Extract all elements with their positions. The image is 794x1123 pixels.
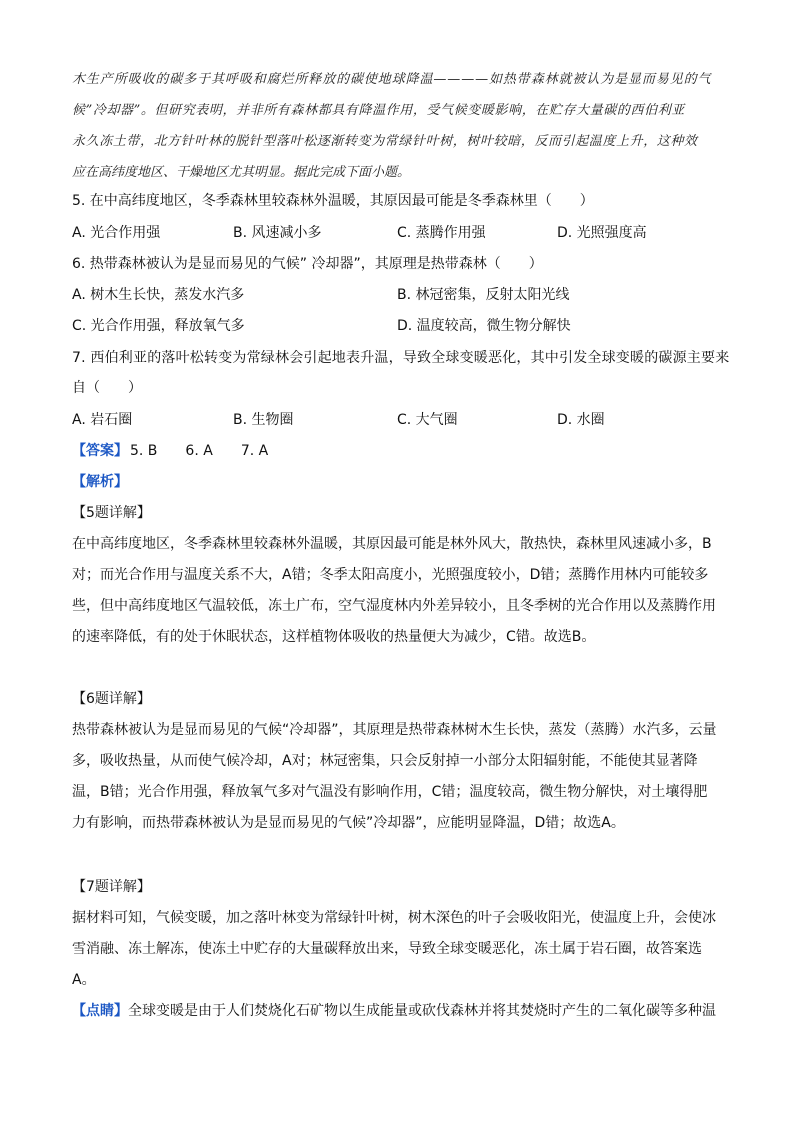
detail-5-heading: 【5题详解】 [72,505,151,521]
detail-5-paragraph [72,529,722,653]
question-7-stem-line: 自（ ） [72,380,142,396]
detail-5-line: 对；而光合作用与温度关系不大，A错；冬季太阳高度小，光照强度较小，D错；蒸腾作用林内可能较多 [72,567,709,583]
question-7-option-d: D. 水圈 [557,412,605,428]
detail-6-paragraph [72,715,722,839]
detail-5-line: 些，但中高纬度地区气温较低，冻土广布，空气湿度林内外差异较小，且冬季树的光合作用以及蒸腾作用 [72,598,716,614]
answer-label: 【答案】 [72,443,128,459]
question-5-option-b: B. 风速减小多 [233,225,322,241]
question-6-option-c: C. 光合作用强，释放氧气多 [72,318,245,334]
point-line [72,996,716,1026]
point-label: 【点睛】 [72,1003,128,1019]
question-7-option-c: C. 大气圈 [397,412,458,428]
question-7-stem-line: 7. 西伯利亚的落叶松转变为常绿林会引起地表升温，导致全球变暖恶化，其中引发全球变暖的碳源主要来 [72,350,730,366]
point-text: 全球变暖是由于人们焚烧化石矿物以生成能量或砍伐森林并将其焚烧时产生的二氧化碳等多种温 [128,1003,716,1019]
question-7-option-b: B. 生物圈 [233,412,294,428]
detail-6-line: 力有影响，而热带森林被认为是显而易见的气候”冷却器”，应能明显降温，D错；故选A。 [72,815,625,831]
question-7-option-a: A. 岩石圈 [72,412,133,428]
detail-5-line: 的速率降低，有的处于休眠状态，这样植物体吸收的热量便大为减少，C错。故选B。 [72,629,596,645]
answer-7: 7. A [240,443,269,459]
answer-6: 6. A [185,443,213,459]
detail-6-line: 多，吸收热量，从而使气候冷却，A对；林冠密集，只会反射掉一小部分太阳辐射能，不能使其显著降 [72,753,698,769]
answer-line [72,436,296,466]
question-5-option-a: A. 光合作用强 [72,225,161,241]
detail-7-paragraph [72,903,722,996]
reading-passage [72,64,722,188]
detail-6-line: 温，B错；光合作用强，释放氧气多对气温没有影响作用，C错；温度较高，微生物分解快，对土壤得肥 [72,784,708,800]
question-6-option-d: D. 温度较高，微生物分解快 [397,318,571,334]
detail-7-line: 据材料可知，气候变暖，加之落叶林变为常绿针叶树，树木深色的叶子会吸收阳光，使温度上升，会使冰 [72,910,716,926]
question-5-option-d: D. 光照强度高 [557,225,647,241]
answer-5: 5. B [130,443,158,459]
passage-line: 木生产所吸收的碳多于其呼吸和腐烂所释放的碳使地球降温————如热带森林就被认为是显而易见的气 [72,72,712,87]
question-6-option-b: B. 林冠密集，反射太阳光线 [397,287,570,303]
detail-6-line: 热带森林被认为是显而易见的气候“冷却器”，其原理是热带森林树木生长快，蒸发（蒸腾）水汽多，云量 [72,722,717,738]
detail-7-line: A。 [72,972,96,988]
detail-5-line: 在中高纬度地区，冬季森林里较森林外温暖，其原因最可能是林外风大，散热快，森林里风速减小多，B [72,536,712,552]
passage-line: 应在高纬度地区、干燥地区尤其明显。据此完成下面小题。 [72,165,411,180]
question-6-option-a: A. 树木生长快，蒸发水汽多 [72,287,245,303]
question-5-option-c: C. 蒸腾作用强 [397,225,486,241]
detail-6-heading: 【6题详解】 [72,691,151,707]
question-6-stem: 6. 热带森林被认为是显而易见的气候” 冷却器”，其原理是热带森林（ ） [72,256,543,272]
analysis-label: 【解析】 [72,474,128,490]
passage-line: 候”冷却器”。但研究表明，并非所有森林都具有降温作用，受气候变暖影响，在贮存大量碳的西伯利亚 [72,103,685,118]
detail-7-line: 雪消融、冻土解冻，使冻土中贮存的大量碳释放出来，导致全球变暖恶化，冻土属于岩石圈，故答案选 [72,941,702,957]
detail-7-heading: 【7题详解】 [72,879,151,895]
passage-line: 永久冻土带，北方针叶林的脱针型落叶松逐渐转变为常绿针叶树，树叶较暗，反而引起温度上升，这种效 [72,134,698,149]
question-5-stem: 5. 在中高纬度地区，冬季森林里较森林外温暖，其原因最可能是冬季森林里（ ） [72,193,594,209]
